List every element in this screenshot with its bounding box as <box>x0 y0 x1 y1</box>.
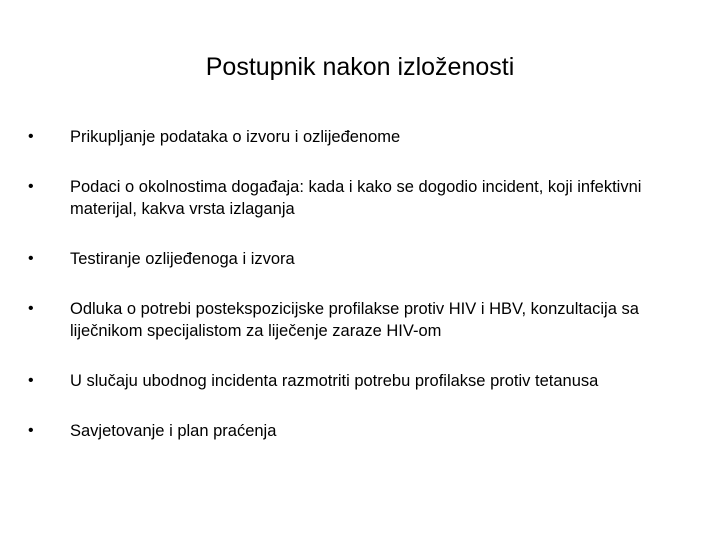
bullet-text: Testiranje ozlijeđenoga i izvora <box>70 250 295 268</box>
bullet-text: Odluka o potrebi postekspozicijske profilakse protiv HIV i HBV, konzultacija sa liječnikom specijalistom za liječenje zaraze HIV-om <box>70 300 639 340</box>
bullet-dot-icon: • <box>28 422 34 439</box>
bullet-dot-icon: • <box>28 372 34 389</box>
bullet-list <box>28 126 688 470</box>
bullet-item <box>28 176 688 220</box>
bullet-text: Podaci o okolnostima događaja: kada i kako se dogodio incident, koji infektivni materijal, kakva vrsta izlaganja <box>70 178 642 218</box>
bullet-dot-icon: • <box>28 178 34 195</box>
bullet-text: Savjetovanje i plan praćenja <box>70 422 277 440</box>
bullet-text: Prikupljanje podataka o izvoru i ozlijeđenome <box>70 128 401 146</box>
bullet-dot-icon: • <box>28 250 34 267</box>
bullet-item <box>28 420 688 442</box>
bullet-dot-icon: • <box>28 128 34 145</box>
bullet-text: U slučaju ubodnog incidenta razmotriti potrebu profilakse protiv tetanusa <box>70 372 599 390</box>
bullet-item <box>28 248 688 270</box>
bullet-dot-icon: • <box>28 300 34 317</box>
bullet-item <box>28 370 688 392</box>
slide-title: Postupnik nakon izloženosti <box>205 53 515 81</box>
bullet-item <box>28 298 688 342</box>
bullet-item <box>28 126 688 148</box>
